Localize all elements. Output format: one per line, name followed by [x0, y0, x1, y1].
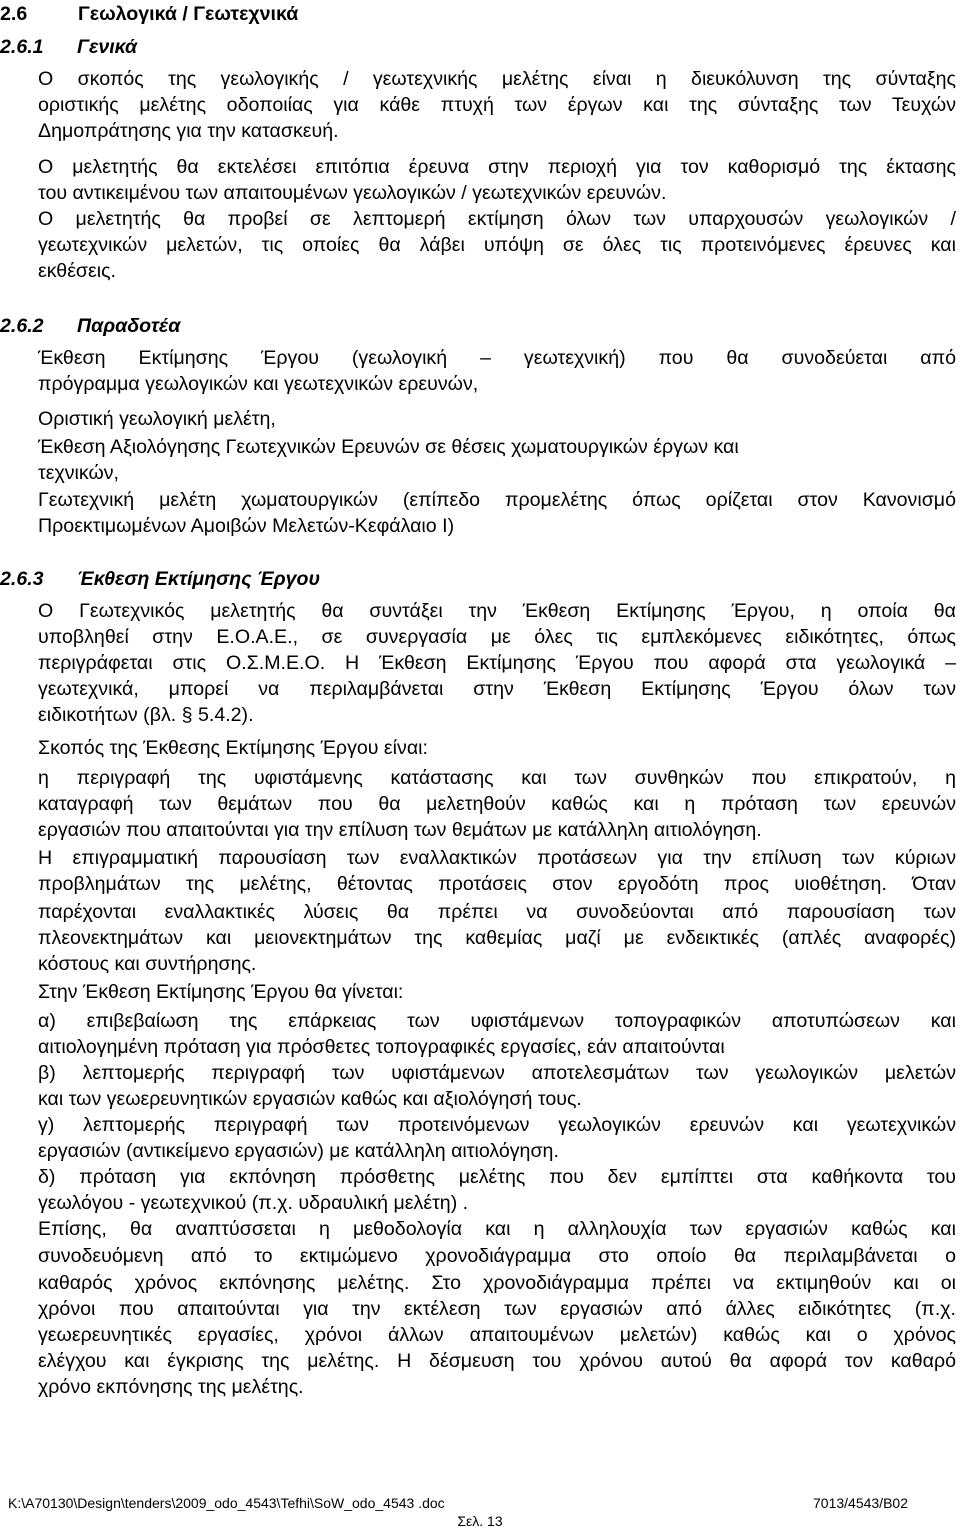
- subsection-title: Γενικά: [77, 36, 138, 58]
- subsection-number: 2.6.2: [0, 315, 44, 337]
- subsection-title: Παραδοτέα: [77, 315, 181, 337]
- paragraph-line: χρόνο εκπόνησης της μελέτης.: [38, 1376, 304, 1398]
- subsection-heading-general: [0, 34, 956, 60]
- list-item-line: γ) λεπτομερής περιγραφή των προτεινόμενων γεωλογικών ερευνών και γεωτεχνικών: [38, 1114, 956, 1136]
- list-item-line: και των γεωερευνητικών εργασιών καθώς και αξιολόγησή τους.: [38, 1088, 582, 1110]
- deliverable-line: Έκθεση Αξιολόγησης Γεωτεχνικών Ερευνών σε θέσεις χωματουργικών έργων και: [38, 436, 739, 458]
- paragraph-line: του αντικειμένου των απαιτουμένων γεωλογικών / γεωτεχνικών ερευνών.: [38, 182, 667, 204]
- paragraph-line: Η επιγραμματική παρουσίαση των εναλλακτικών προτάσεων για την επίλυση των κύριων: [38, 847, 956, 869]
- section-title: Γεωλογικά / Γεωτεχνικά: [78, 3, 299, 25]
- footer-file-path: K:\A70130\Design\tenders\2009_odo_4543\Tefhi\SoW_odo_4543 .doc: [8, 1495, 445, 1511]
- paragraph-line: υποβληθεί στην Ε.Ο.Α.Ε., σε συνεργασία με όλες τις εμπλεκόμενες ειδικότητες, όπως: [38, 626, 956, 648]
- subsection-heading-deliverables: [0, 313, 956, 339]
- paragraph-line: Στην Έκθεση Εκτίμησης Έργου θα γίνεται:: [38, 981, 404, 1003]
- list-item-line: εργασιών (αντικείμενο εργασιών) με κατάλληλη αιτιολόγηση.: [38, 1140, 559, 1162]
- list-item-line: β) λεπτομερής περιγραφή των υφιστάμενων αποτελεσμάτων των γεωλογικών μελετών: [38, 1062, 956, 1084]
- paragraph-line: Ο μελετητής θα προβεί σε λεπτομερή εκτίμηση όλων των υπαρχουσών γεωλογικών /: [38, 208, 956, 230]
- list-item-line: γεωλόγου - γεωτεχνικού (π.χ. υδραυλική μελέτη) .: [38, 1192, 469, 1214]
- footer-document-code: 7013/4543/B02: [813, 1495, 908, 1511]
- deliverable-line: τεχνικών,: [38, 462, 120, 484]
- deliverable-line: Γεωτεχνική μελέτη χωματουργικών (επίπεδο προμελέτης όπως ορίζεται στον Κανονισμό: [38, 489, 956, 511]
- paragraph-line: εργασιών που απαιτούνται για την επίλυση των θεμάτων με κατάλληλη αιτιολόγηση.: [38, 819, 762, 841]
- paragraph-line: Ο Γεωτεχνικός μελετητής θα συντάξει την Έκθεση Εκτίμησης Έργου, η οποία θα: [38, 600, 956, 622]
- subsection-number: 2.6.1: [0, 36, 44, 58]
- paragraph-line: η περιγραφή της υφιστάμενης κατάστασης και των συνθηκών που επικρατούν, η: [38, 767, 956, 789]
- paragraph-line: Επίσης, θα αναπτύσσεται η μεθοδολογία και η αλληλουχία των εργασιών καθώς και: [38, 1218, 956, 1240]
- paragraph-line: πλεονεκτημάτων και μειονεκτημάτων της καθεμίας μαζί με ενδεικτικές (απλές αναφορές): [38, 927, 956, 949]
- paragraph-line: γεωτεχνικών μελετών, τις οποίες θα λάβει υπόψη σε όλες τις προτεινόμενες έρευνες και: [38, 234, 956, 256]
- paragraph-line: παρέχονται εναλλακτικές λύσεις θα πρέπει να συνοδεύονται από παρουσίαση των: [38, 901, 956, 923]
- list-item-line: δ) πρόταση για εκπόνηση πρόσθετης μελέτης που δεν εμπίπτει στα καθήκοντα του: [38, 1166, 956, 1188]
- paragraph-line: ειδικοτήτων (βλ. § 5.4.2).: [38, 704, 254, 726]
- deliverable-line: Προεκτιμωμένων Αμοιβών Μελετών-Κεφάλαιο Ι): [38, 515, 455, 537]
- list-item-line: α) επιβεβαίωση της επάρκειας των υφιστάμενων τοπογραφικών αποτυπώσεων και: [38, 1010, 956, 1032]
- paragraph-line: καταγραφή των θεμάτων που θα μελετηθούν καθώς και η πρόταση των ερευνών: [38, 793, 956, 815]
- section-number: 2.6: [0, 3, 28, 25]
- paragraph-line: περιγράφεται στις Ο.Σ.Μ.Ε.Ο. Η Έκθεση Εκτίμησης Έργου που αφορά στα γεωλογικά –: [38, 652, 956, 674]
- paragraph-line: συνοδευόμενη από το εκτιμώμενο χρονοδιάγραμμα στο οποίο θα περιλαμβάνεται ο: [38, 1245, 956, 1267]
- paragraph-line: εκθέσεις.: [38, 260, 116, 282]
- page-number-row: [0, 1512, 960, 1530]
- list-item-line: αιτιολογημένη πρόταση για πρόσθετες τοπογραφικές εργασίες, εάν απαιτούνται: [38, 1036, 725, 1058]
- paragraph-line: γεωτεχνικά, μπορεί να περιλαμβάνεται στην Έκθεση Εκτίμησης Έργου όλων των: [38, 678, 956, 700]
- paragraph-line: Δημοπράτησης για την κατασκευή.: [38, 120, 339, 142]
- deliverable-line: Έκθεση Εκτίμησης Έργου (γεωλογική – γεωτεχνική) που θα συνοδεύεται από: [38, 347, 956, 369]
- paragraph-line: οριστικής μελέτης οδοποιίας για κάθε πτυχή των έργων και της σύνταξης των Τευχών: [38, 94, 956, 116]
- deliverable-line: Οριστική γεωλογική μελέτη,: [38, 408, 276, 430]
- paragraph-line: γεωερευνητικές εργασίες, χρόνοι άλλων απαιτουμένων μελετών) καθώς και ο χρόνος: [38, 1324, 956, 1346]
- paragraph-line: ελέγχου και έγκρισης της μελέτης. Η δέσμευση του χρόνου αυτού θα αφορά τον καθαρό: [38, 1350, 956, 1372]
- paragraph-line: Ο σκοπός της γεωλογικής / γεωτεχνικής μελέτης είναι η διευκόλυνση της σύνταξης: [38, 68, 956, 90]
- footer-page-number: Σελ. 13: [457, 1513, 503, 1529]
- paragraph-line: χρόνοι που απαιτούνται για την εκτέλεση των εργασιών από άλλες ειδικότητες (π.χ.: [38, 1298, 956, 1320]
- subsection-title: Έκθεση Εκτίμησης Έργου: [77, 568, 321, 590]
- paragraph-line: Ο μελετητής θα εκτελέσει επιτόπια έρευνα στην περιοχή για τον καθορισμό της έκτασης: [38, 156, 956, 178]
- section-heading: [0, 1, 956, 27]
- page-footer: [0, 1494, 960, 1512]
- subsection-number: 2.6.3: [0, 568, 44, 590]
- paragraph-line: προβλημάτων της μελέτης, θέτοντας προτάσεις στον εργοδότη προς υιοθέτηση. Όταν: [38, 873, 956, 895]
- paragraph-line: καθαρός χρόνος εκπόνησης μελέτης. Στο χρονοδιάγραμμα πρέπει να εκτιμηθούν και οι: [38, 1272, 956, 1294]
- deliverable-line: πρόγραμμα γεωλογικών και γεωτεχνικών ερευνών,: [38, 373, 479, 395]
- paragraph-line: Σκοπός της Έκθεσης Εκτίμησης Έργου είναι:: [38, 737, 428, 759]
- subsection-heading-project-assessment: [0, 566, 956, 592]
- paragraph-line: κόστους και συντήρησης.: [38, 953, 257, 975]
